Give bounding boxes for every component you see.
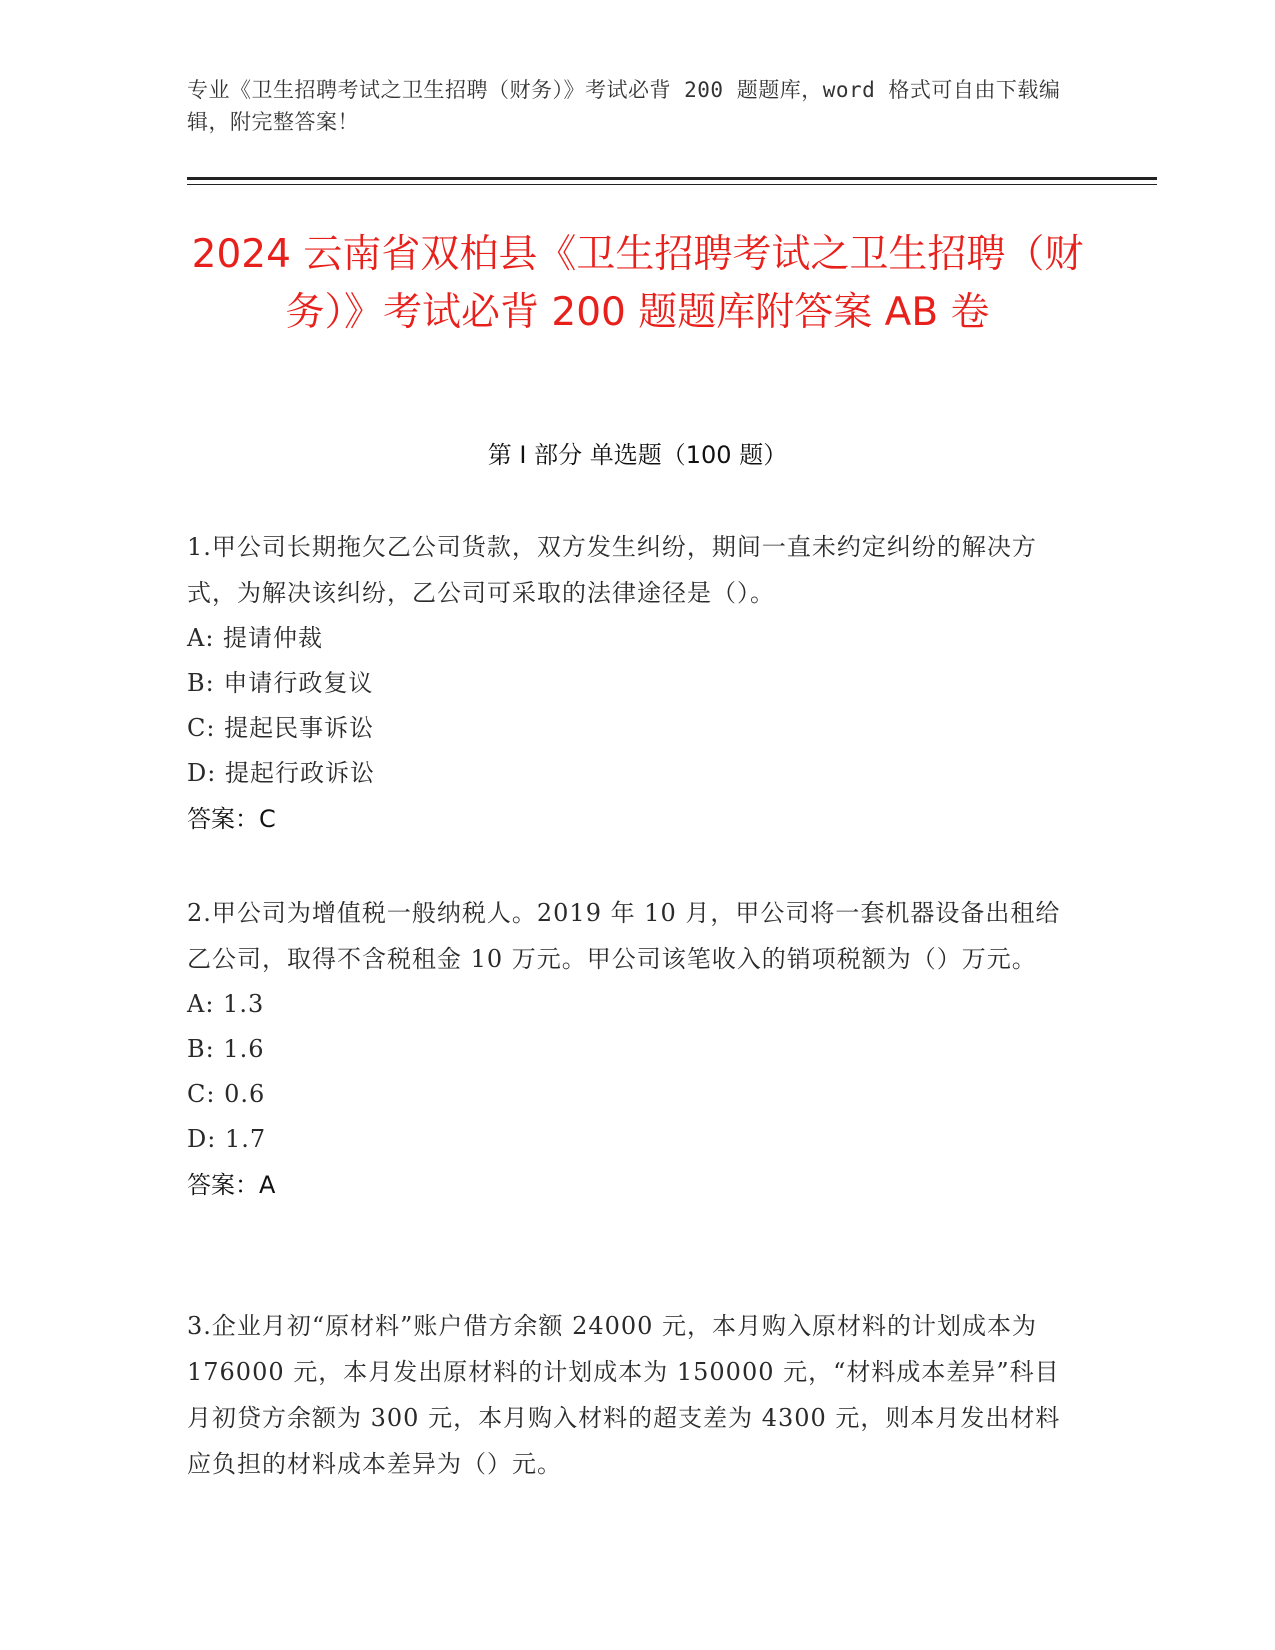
question-3 [187, 1303, 1082, 1487]
option-c: C: 提起民事诉讼 [187, 714, 375, 742]
section-heading: 第 I 部分 单选题（100 题） [487, 441, 788, 469]
option-b: B: 1.6 [187, 1035, 265, 1063]
option-b: B: 申请行政复议 [187, 669, 374, 697]
document-title: 2024 云南省双柏县《卫生招聘考试之卫生招聘（财务）》考试必背 200 题题库附答案 AB 卷 [191, 232, 1084, 335]
option-d: D: 提起行政诉讼 [187, 759, 375, 787]
question-2 [187, 890, 1082, 1208]
answer: 答案：A [187, 1171, 276, 1199]
option-a: A: 1.3 [187, 990, 265, 1018]
header-divider-thin [187, 184, 1157, 185]
question-stem: 1.甲公司长期拖欠乙公司货款，双方发生纠纷，期间一直未约定纠纷的解决方式，为解决该纠纷，乙公司可采取的法律途径是（）。 [187, 533, 1037, 607]
question-1 [187, 524, 1082, 842]
answer: 答案：C [187, 805, 276, 833]
option-c: C: 0.6 [187, 1080, 266, 1108]
option-d: D: 1.7 [187, 1125, 267, 1153]
question-stem: 2.甲公司为增值税一般纳税人。2019 年 10 月，甲公司将一套机器设备出租给乙公司，取得不含税租金 10 万元。甲公司该笔收入的销项税额为（）万元。 [187, 899, 1061, 973]
option-a: A: 提请仲裁 [187, 624, 324, 652]
header-note: 专业《卫生招聘考试之卫生招聘（财务）》考试必背 200 题题库，word 格式可自由下载编辑，附完整答案！ [187, 78, 1061, 134]
header-divider-thick [187, 177, 1157, 180]
question-stem: 3.企业月初“原材料”账户借方余额 24000 元，本月购入原材料的计划成本为 176000 元，本月发出原材料的计划成本为 150000 元，“材料成本差异”科目月初贷方余额为 300 元，本月购入材料的超支差为 4300 元，则本月发出材料应负担的材料成本差异为（）元。 [187, 1312, 1061, 1478]
